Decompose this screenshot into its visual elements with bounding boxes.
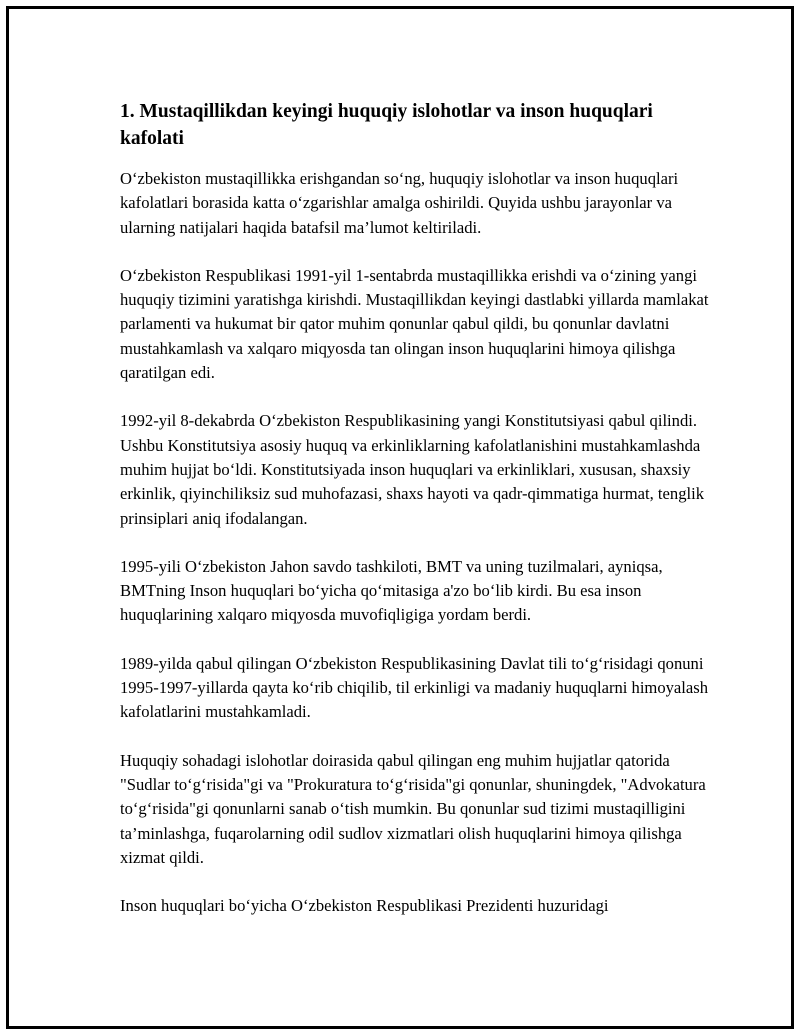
paragraph-ombudsman: Inson huquqlari bo‘yicha O‘zbekiston Respublikasi Prezidenti huzuridagi [120, 896, 609, 916]
paragraph-international: 1995-yili O‘zbekiston Jahon savdo tashkiloti, BMT va uning tuzilmalari, ayniqsa, BMTning Inson huquqlari bo‘yicha qo‘mitasiga a'zo bo‘lib kirdi. Bu esa inson huquqlarining xalqaro miqyosda muvofiqligiga yordam berdi. [120, 556, 663, 625]
paragraph-constitution: 1992-yil 8-dekabrda O‘zbekiston Respublikasining yangi Konstitutsiyasi qabul qilindi. Ushbu Konstitutsiya asosiy huquq va erkinliklarning kafolatlanishini mustahkamlashda muhim hujjat bo‘ldi. Konstitutsiyada inson huquqlari va erkinliklari, xususan, shaxsiy erkinlik, qiyinchiliksiz sud muhofazasi, shaxs hayoti va qadr-qimmatiga hurmat, tenglik prinsiplari aniq ifodalangan. [120, 411, 705, 528]
paragraph-intro: O‘zbekiston mustaqillikka erishgandan so‘ng, huquqiy islohotlar va inson huquqlari kafolatlari borasida katta o‘zgarishlar amalga oshirildi. Quyida ushbu jarayonlar va ularning natijalari haqida batafsil ma’lumot keltiriladi. [120, 169, 679, 237]
page-frame [6, 6, 794, 1029]
document-body [120, 98, 710, 942]
paragraph-judicial-laws: Huquqiy sohadagi islohotlar doirasida qabul qilingan eng muhim hujjatlar qatorida "Sudlar to‘g‘risida"gi va "Prokuratura to‘g‘risida"gi qonunlar, shuningdek, "Advokatura to‘g‘risida"gi qonunlarni sanab o‘tish mumkin. Bu qonunlar sud tizimi mustaqilligini ta’minlashga, fuqarolarning odil sudlov xizmatlari olish huquqlarini himoya qilishga xizmat qildi. [120, 750, 706, 867]
section-heading: 1. Mustaqillikdan keyingi huquqiy islohotlar va inson huquqlari kafolati [120, 101, 653, 149]
paragraph-state-language: 1989-yilda qabul qilingan O‘zbekiston Respublikasining Davlat tili to‘g‘risidagi qonuni 1995-1997-yillarda qayta ko‘rib chiqilib, til erkinligi va madaniy huquqlarni himoyalash kafolatlarini mustahkamladi. [120, 653, 709, 722]
paragraph-independence: O‘zbekiston Respublikasi 1991-yil 1-sentabrda mustaqillikka erishdi va o‘zining yangi huquqiy tizimini yaratishga kirishdi. Mustaqillikdan keyingi dastlabki yillarda mamlakat parlamenti va hukumat bir qator muhim qonunlar qabul qildi, bu qonunlar davlatni mustahkamlash va xalqaro miqyosda tan olingan inson huquqlarini himoya qilishga qaratilgan edi. [120, 265, 709, 383]
